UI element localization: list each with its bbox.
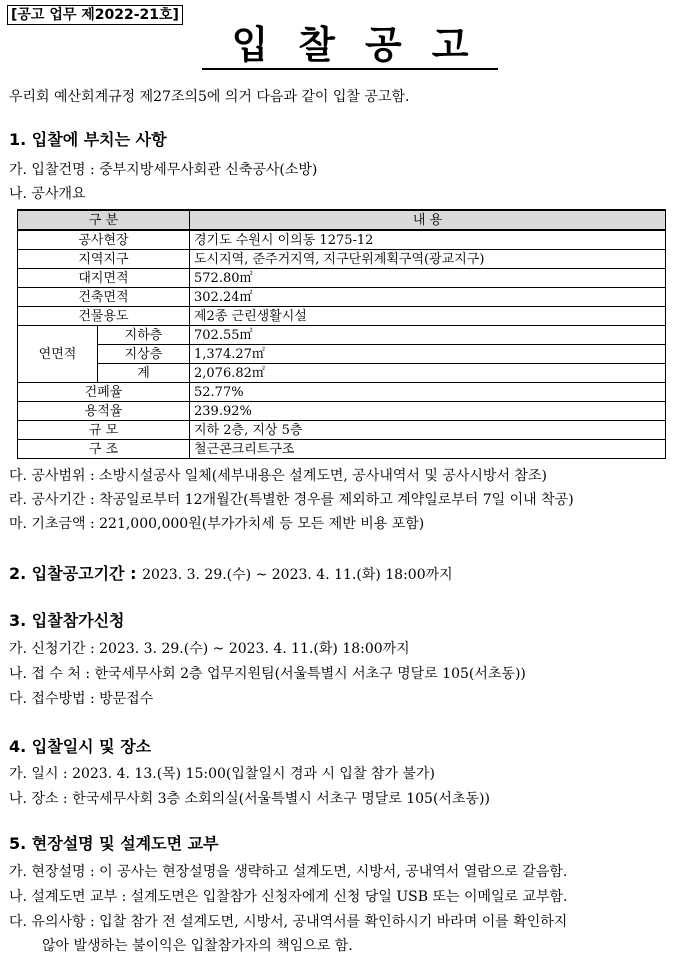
s4-item-na: 나. 장소 : 한국세무사회 3층 소회의실(서울특별시 서초구 명달로 105(서초동)) [9,791,490,807]
table-row [18,345,666,364]
row-value: 제2종 근린생활시설 [190,307,666,326]
row-label: 지하층 [98,326,190,345]
s3-item-da: 다. 접수방법 : 방문접수 [9,691,154,707]
s1-item-na: 나. 공사개요 [9,186,86,202]
row-label: 규 모 [18,421,190,440]
row-value: 경기도 수원시 이의동 1275-12 [190,230,666,250]
row-label: 구 조 [18,440,190,459]
s5-item-ga: 가. 현장설명 : 이 공사는 현장설명을 생략하고 설계도면, 시방서, 공내역서 열람으로 갈음함. [9,864,568,880]
row-value: 1,374.27㎡ [190,345,666,364]
s1-item-da: 다. 공사범위 : 소방시설공사 일체(세부내용은 설계도면, 공사내역서 및 공사시방서 참조) [9,468,547,484]
row-label: 지상층 [98,345,190,364]
section-1-heading: 1. 입찰에 부치는 사항 [9,130,167,149]
s5-item-na: 나. 설계도면 교부 : 설계도면은 입찰참가 신청자에게 신청 당일 USB 또는 이메일로 교부함. [9,889,568,905]
floor-area-group-label: 연면적 [18,326,98,383]
s1-item-ma: 마. 기초금액 : 221,000,000원(부가가치세 등 모든 제반 비용 포함) [9,516,425,532]
table-header-content: 내 용 [190,210,666,230]
table-row [18,307,666,326]
table-row [18,269,666,288]
table-row [18,402,666,421]
row-label: 건축면적 [18,288,190,307]
table-row [18,250,666,269]
section-5-heading: 5. 현장설명 및 설계도면 교부 [9,834,219,853]
row-value: 702.55㎡ [190,326,666,345]
s3-item-na: 나. 접 수 처 : 한국세무사회 2층 업무지원팀(서울특별시 서초구 명달로 105(서초동)) [9,666,526,682]
row-value: 52.77% [190,383,666,402]
table-row [18,288,666,307]
row-value: 철근콘크리트구조 [190,440,666,459]
row-value: 239.92% [190,402,666,421]
s5-item-da: 다. 유의사항 : 입찰 참가 전 설계도면, 시방서, 공내역서를 확인하시기 바라며 이를 확인하지 [9,914,568,930]
row-label: 대지면적 [18,269,190,288]
row-label: 지역지구 [18,250,190,269]
document-number: [공고 업무 제2022-21호] [7,5,183,25]
row-label: 공사현장 [18,230,190,250]
s4-item-ga: 가. 일시 : 2023. 4. 13.(목) 15:00(입찰일시 경과 시 입찰 참가 불가) [9,766,435,782]
row-value: 572.80㎡ [190,269,666,288]
row-value: 도시지역, 준주거지역, 지구단위계획구역(광교지구) [190,250,666,269]
row-label: 건물용도 [18,307,190,326]
section-2-period: 2023. 3. 29.(수) ~ 2023. 4. 11.(화) 18:00까지 [142,567,453,583]
s1-item-ra: 라. 공사기간 : 착공일로부터 12개월간(특별한 경우를 제외하고 계약일로부터 7일 이내 착공) [9,492,574,508]
table-row [18,440,666,459]
row-value: 302.24㎡ [190,288,666,307]
section-2-heading [9,564,453,585]
table-row [18,230,666,250]
intro-text: 우리회 예산회계규정 제27조의5에 의거 다음과 같이 입찰 공고함. [9,89,410,105]
s5-item-da-continued: 않아 발생하는 불이익은 입찰참가자의 책임으로 함. [42,938,353,954]
page-title: 입찰공고 [202,22,499,70]
table-header-category: 구 분 [18,210,190,230]
project-overview-table [17,209,666,459]
table-row [18,383,666,402]
table-row [18,421,666,440]
s3-item-ga: 가. 신청기간 : 2023. 3. 29.(수) ~ 2023. 4. 11.(화) 18:00까지 [9,641,410,657]
row-label: 건폐율 [18,383,190,402]
table-header-row [18,210,666,230]
table-row [18,364,666,383]
row-value: 2,076.82㎡ [190,364,666,383]
row-label: 용적율 [18,402,190,421]
section-4-heading: 4. 입찰일시 및 장소 [9,737,152,756]
section-3-heading: 3. 입찰참가신청 [9,611,125,630]
title-wrap [0,22,700,70]
row-value: 지하 2층, 지상 5층 [190,421,666,440]
row-label: 계 [98,364,190,383]
section-2-title: 2. 입찰공고기간 : [9,564,137,583]
table-row [18,326,666,345]
s1-item-ga: 가. 입찰건명 : 중부지방세무사회관 신축공사(소방) [9,162,318,178]
